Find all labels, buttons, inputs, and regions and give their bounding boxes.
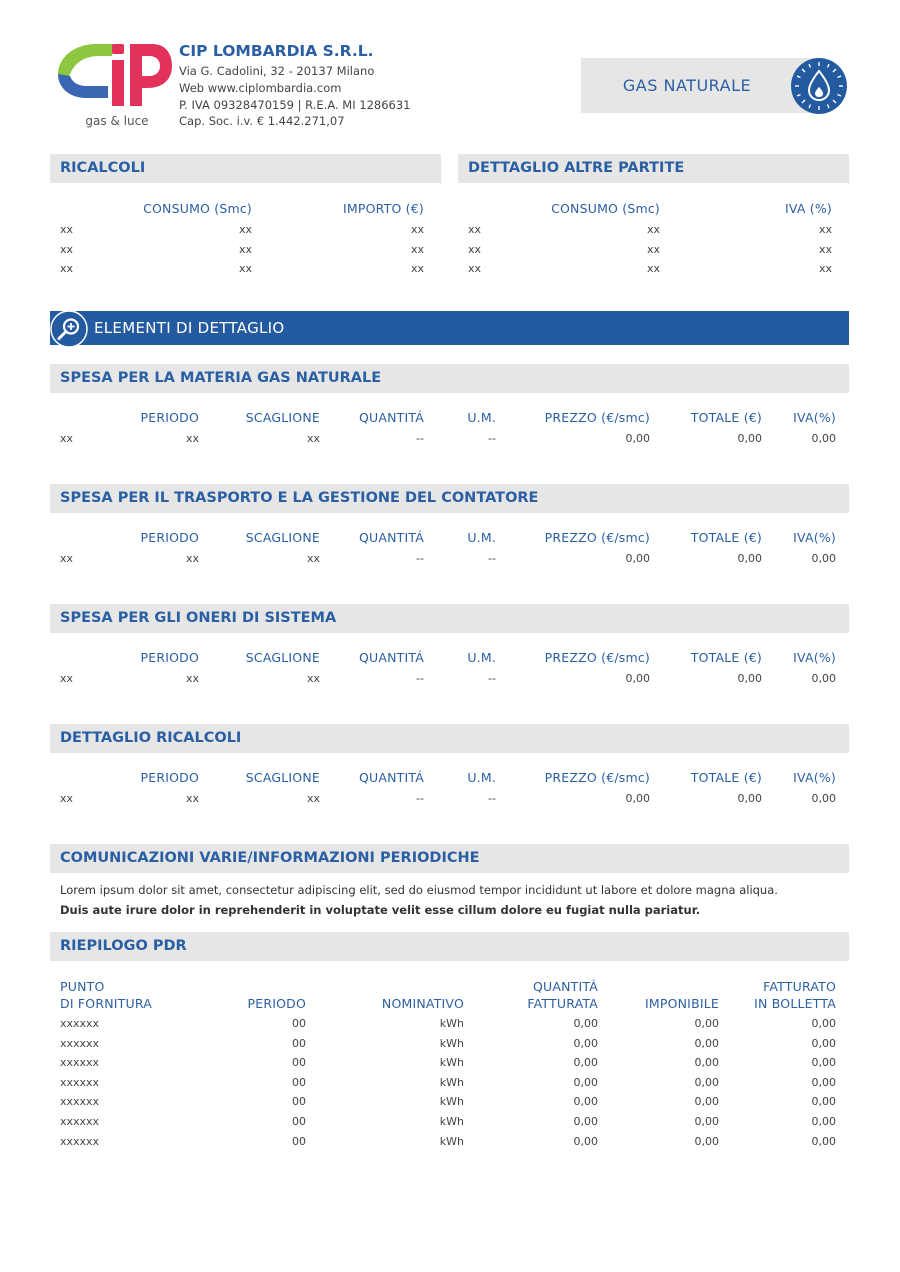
table-cell: kWh: [439, 1134, 464, 1148]
table-cell: 0,00: [811, 1115, 836, 1128]
table-cell: 0,00: [811, 1075, 836, 1089]
table-cell: xx: [410, 262, 424, 275]
table-cell: 0,00: [694, 1115, 719, 1128]
table-cell: xx: [818, 243, 832, 256]
column-header: PREZZO (€/smc): [544, 410, 650, 425]
table-cell: 0,00: [573, 1134, 598, 1148]
table-cell: 0,00: [625, 672, 650, 685]
table-cell: xx: [646, 223, 660, 236]
column-header: PERIODO: [140, 770, 199, 785]
vat-line: P. IVA 09328470159 | R.E.A. MI 1286631: [179, 97, 411, 112]
table-cell: 0,00: [737, 432, 762, 445]
capital-line: Cap. Soc. i.v. € 1.442.271,07: [179, 114, 345, 129]
table-cell: xx: [410, 223, 424, 236]
service-label: GAS NATURALE: [622, 76, 752, 95]
column-header: SCAGLIONE: [245, 530, 320, 545]
gas-drop-icon: [790, 57, 848, 115]
table-cell: 0,00: [625, 432, 650, 445]
table-cell: --: [416, 552, 424, 565]
column-header: TOTALE (€): [690, 650, 762, 665]
table-cell: kWh: [439, 1115, 464, 1128]
table-cell: 0,00: [694, 1134, 719, 1148]
section-altre-partite: DETTAGLIO ALTRE PARTITE: [458, 154, 849, 183]
table-cell: xxxxxx: [60, 1036, 100, 1050]
table-cell: 0,00: [573, 1056, 598, 1070]
table-cell: 00: [292, 1134, 306, 1148]
col-consumo: CONSUMO (Smc): [551, 201, 660, 216]
table-cell: xx: [468, 243, 482, 256]
table-cell: 00: [292, 1017, 306, 1030]
table-cell: 0,00: [694, 1075, 719, 1089]
table-cell: kWh: [439, 1036, 464, 1050]
table-cell: xx: [468, 262, 482, 275]
table-cell: 0,00: [737, 792, 762, 805]
column-header: PERIODO: [247, 996, 306, 1011]
col-importo: IMPORTO (€): [343, 201, 424, 216]
table-cell: 00: [292, 1056, 306, 1070]
table-cell: xx: [60, 262, 74, 275]
table-cell: 0,00: [811, 1036, 836, 1050]
column-header: TOTALE (€): [690, 530, 762, 545]
column-header: DI FORNITURA: [60, 996, 152, 1011]
table-cell: xx: [306, 432, 320, 445]
column-header: PERIODO: [140, 650, 199, 665]
col-consumo: CONSUMO (Smc): [143, 201, 252, 216]
column-header: IVA(%): [793, 650, 836, 665]
table-cell: --: [416, 432, 424, 445]
table-cell: 0,00: [737, 672, 762, 685]
company-address: [179, 63, 411, 130]
column-header: PREZZO (€/smc): [544, 530, 650, 545]
table-cell: 0,00: [811, 1017, 836, 1030]
column-header: NOMINATIVO: [381, 996, 464, 1011]
column-header: IVA(%): [793, 530, 836, 545]
table-cell: 00: [292, 1075, 306, 1089]
column-header: FATTURATO: [763, 979, 836, 994]
section-riepilogo: RIEPILOGO PDR: [50, 932, 849, 961]
table-cell: kWh: [439, 1075, 464, 1089]
table-cell: xx: [410, 243, 424, 256]
column-header: IN BOLLETTA: [754, 996, 836, 1011]
table-cell: xx: [185, 552, 199, 565]
table-cell: xx: [306, 792, 320, 805]
info-text: Lorem ipsum dolor sit amet, consectetur adipiscing elit, sed do eiusmod tempor incididunt ut labore et dolore magna aliqua.: [60, 883, 778, 897]
table-cell: 0,00: [625, 792, 650, 805]
table-cell: xx: [238, 243, 252, 256]
section-detail-title: SPESA PER GLI ONERI DI SISTEMA: [50, 604, 849, 633]
column-header: PERIODO: [140, 410, 199, 425]
table-cell: 0,00: [811, 432, 836, 445]
column-header: SCAGLIONE: [245, 410, 320, 425]
info-text-bold: Duis aute irure dolor in reprehenderit in voluptate velit esse cillum dolore eu fugiat nulla pariatur.: [60, 903, 701, 917]
table-cell: xx: [185, 792, 199, 805]
column-header: QUANTITÁ: [532, 979, 598, 994]
table-cell: xx: [60, 792, 74, 805]
column-header: U.M.: [467, 650, 496, 665]
table-cell: xx: [818, 223, 832, 236]
table-cell: 0,00: [737, 552, 762, 565]
table-cell: xx: [60, 552, 74, 565]
column-header: TOTALE (€): [690, 770, 762, 785]
table-cell: xx: [60, 243, 74, 256]
magnifier-icon: [50, 311, 88, 347]
table-cell: 0,00: [573, 1095, 598, 1109]
column-header: PREZZO (€/smc): [544, 770, 650, 785]
table-cell: 0,00: [694, 1095, 719, 1109]
table-cell: 0,00: [573, 1017, 598, 1030]
address-line: Via G. Cadolini, 32 - 20137 Milano: [179, 64, 375, 78]
column-header: QUANTITÁ: [358, 650, 424, 665]
table-cell: 0,00: [694, 1056, 719, 1070]
section-ricalcoli: RICALCOLI: [50, 154, 441, 183]
table-cell: --: [416, 672, 424, 685]
table-cell: xx: [60, 223, 74, 236]
column-header: PUNTO: [60, 979, 105, 994]
table-cell: 0,00: [811, 552, 836, 565]
column-header: IVA(%): [793, 770, 836, 785]
column-header: U.M.: [467, 530, 496, 545]
table-cell: xx: [646, 262, 660, 275]
column-header: FATTURATA: [527, 996, 598, 1011]
column-header: U.M.: [467, 410, 496, 425]
column-header: QUANTITÁ: [358, 410, 424, 425]
table-cell: 00: [292, 1036, 306, 1050]
table-cell: 0,00: [811, 1095, 836, 1109]
table-cell: xxxxxx: [60, 1056, 100, 1070]
table-cell: 0,00: [573, 1075, 598, 1089]
table-cell: 0,00: [694, 1036, 719, 1050]
column-header: QUANTITÁ: [358, 530, 424, 545]
section-detail-title: SPESA PER LA MATERIA GAS NATURALE: [50, 364, 849, 393]
table-cell: 0,00: [811, 1056, 836, 1070]
table-cell: xxxxxx: [60, 1134, 100, 1148]
table-cell: 0,00: [573, 1036, 598, 1050]
table-cell: --: [488, 432, 496, 445]
table-cell: --: [488, 792, 496, 805]
table-cell: --: [488, 552, 496, 565]
column-header: IVA(%): [793, 410, 836, 425]
table-cell: xx: [185, 672, 199, 685]
table-cell: 0,00: [573, 1115, 598, 1128]
table-cell: xx: [60, 432, 74, 445]
table-cell: kWh: [439, 1017, 464, 1030]
column-header: PERIODO: [140, 530, 199, 545]
table-cell: xx: [646, 243, 660, 256]
table-cell: --: [488, 672, 496, 685]
section-detail-title: SPESA PER IL TRASPORTO E LA GESTIONE DEL CONTATORE: [50, 484, 849, 513]
column-header: SCAGLIONE: [245, 770, 320, 785]
table-cell: xxxxxx: [60, 1095, 100, 1109]
table-cell: xx: [185, 432, 199, 445]
table-cell: xx: [468, 223, 482, 236]
column-header: U.M.: [467, 770, 496, 785]
col-iva: IVA (%): [785, 201, 832, 216]
table-cell: kWh: [439, 1095, 464, 1109]
elementi-title: ELEMENTI DI DETTAGLIO: [94, 319, 285, 337]
table-cell: 00: [292, 1115, 306, 1128]
column-header: IMPONIBILE: [644, 996, 719, 1011]
column-header: QUANTITÁ: [358, 770, 424, 785]
table-cell: 0,00: [625, 552, 650, 565]
table-cell: xx: [306, 552, 320, 565]
table-cell: xx: [60, 672, 74, 685]
web-line: Web www.ciplombardia.com: [179, 80, 342, 95]
table-cell: 0,00: [694, 1017, 719, 1030]
table-cell: kWh: [439, 1056, 464, 1070]
logo-tagline: gas & luce: [85, 114, 149, 128]
company-name: CIP LOMBARDIA S.R.L.: [179, 42, 374, 60]
table-cell: xx: [238, 262, 252, 275]
table-cell: xx: [238, 223, 252, 236]
column-header: SCAGLIONE: [245, 650, 320, 665]
column-header: TOTALE (€): [690, 410, 762, 425]
table-cell: 0,00: [811, 792, 836, 805]
table-cell: 0,00: [811, 1134, 836, 1148]
table-cell: xx: [818, 262, 832, 275]
table-cell: 0,00: [811, 672, 836, 685]
table-cell: --: [416, 792, 424, 805]
column-header: PREZZO (€/smc): [544, 650, 650, 665]
table-cell: xxxxxx: [60, 1115, 100, 1128]
table-cell: xxxxxx: [60, 1017, 100, 1030]
section-comunicazioni: COMUNICAZIONI VARIE/INFORMAZIONI PERIODICHE: [50, 844, 849, 873]
section-detail-title: DETTAGLIO RICALCOLI: [50, 724, 849, 753]
table-cell: xx: [306, 672, 320, 685]
table-cell: 00: [292, 1095, 306, 1109]
table-cell: xxxxxx: [60, 1075, 100, 1089]
